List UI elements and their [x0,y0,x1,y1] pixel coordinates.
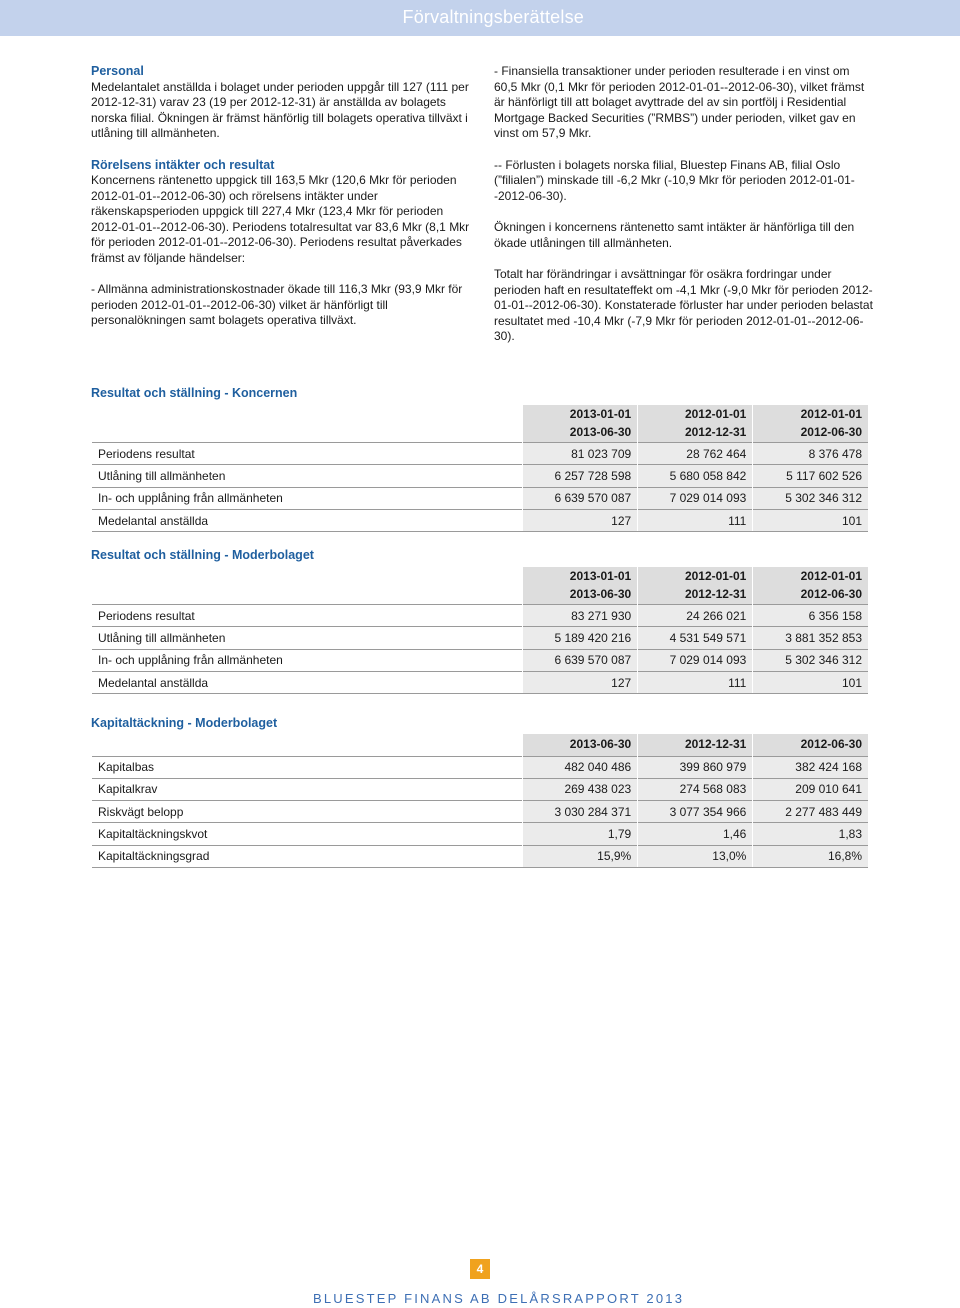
row-label: Utlåning till allmänheten [92,465,523,487]
right-paragraph-1: - Finansiella transaktioner under perioden resulterade i en vinst om 60,5 Mkr (0,1 Mkr för perioden 2012-01-01--2012-06-30), vilket främst är hänförligt till att bolaget avyttrade del av sin portfölj i Residential Mortgage Backed Securities (”RMBS”) under perioden, vilket gav en vinst om 57,9 Mkr. [494,64,865,140]
row-value: 5 302 346 312 [753,487,868,509]
row-label: Kapitalbas [92,756,523,778]
header-empty-cell [92,567,523,605]
row-value: 6 639 570 087 [523,649,638,671]
row-label: Riskvägt belopp [92,801,523,823]
table-row [92,509,868,531]
moderbolaget-title: Resultat och ställning - Moderbolaget [91,548,314,562]
rorelse-heading: Rörelsens intäkter och resultat [91,157,275,172]
row-value: 15,9% [523,845,638,867]
kapital-table [92,734,868,868]
table-row [92,627,868,649]
row-label: Periodens resultat [92,605,523,627]
right-paragraph-2: -- Förlusten i bolagets norska filial, Bluestep Finans AB, filial Oslo (”filialen”) minskade till -6,2 Mkr (-10,9 Mkr för perioden 2012-01-01--2012-06-30). [494,157,855,203]
row-value: 1,46 [638,823,753,845]
row-value: 101 [753,671,868,693]
header-cell: 2012-01-01 2012-12-31 [638,405,753,443]
right-paragraph-3: Ökningen i koncernens räntenetto samt intäkter är hänförliga till den ökade utlåningen till allmänheten. [494,220,855,250]
table-row [92,756,868,778]
left-column [91,64,471,345]
header-cell: 2012-06-30 [753,734,868,756]
row-value: 24 266 021 [638,605,753,627]
kapital-title: Kapitaltäckning - Moderbolaget [91,716,278,730]
row-value: 1,79 [523,823,638,845]
bullet-admin: - Allmänna administrationskostnader ökade till 116,3 Mkr (93,9 Mkr för perioden 2012-01-01--2012-06-30) vilket är hänförligt till personalökningen samt bolagets operativa tillväxt. [91,282,463,327]
table-header-row [92,567,868,605]
table-row [92,649,868,671]
row-value: 6 257 728 598 [523,465,638,487]
table-header-row [92,405,868,443]
row-value: 7 029 014 093 [638,487,753,509]
row-value: 382 424 168 [753,756,868,778]
row-label: Medelantal anställda [92,509,523,531]
header-cell: 2012-01-01 2012-06-30 [753,405,868,443]
row-label: Utlåning till allmänheten [92,627,523,649]
right-column [494,64,874,361]
table-row [92,845,868,867]
row-value: 6 639 570 087 [523,487,638,509]
row-value: 6 356 158 [753,605,868,627]
row-value: 274 568 083 [638,778,753,800]
table-row [92,465,868,487]
row-value: 5 189 420 216 [523,627,638,649]
row-label: Kapitalkrav [92,778,523,800]
row-value: 101 [753,509,868,531]
table-row [92,801,868,823]
row-value: 13,0% [638,845,753,867]
row-value: 3 077 354 966 [638,801,753,823]
footer-text: BLUESTEP FINANS AB DELÅRSRAPPORT 2013 [313,1291,685,1306]
koncernen-table [92,405,868,532]
row-value: 3 881 352 853 [753,627,868,649]
row-value: 7 029 014 093 [638,649,753,671]
header-cell: 2013-01-01 2013-06-30 [523,567,638,605]
row-label: Medelantal anställda [92,671,523,693]
row-value: 111 [638,671,753,693]
row-value: 127 [523,509,638,531]
header-cell: 2013-01-01 2013-06-30 [523,405,638,443]
rorelse-text: Koncernens räntenetto uppgick till 163,5 Mkr (120,6 Mkr för perioden 2012-01-01--2012-06-30) och rörelsens intäkter under räkenskapsperioden uppgick till 227,4 Mkr (123,4 Mkr för perioden 2012-01-01--2012-06-30). Periodens totalresultat var 83,6 Mkr (8,1 Mkr för perioden 2012-01-01--2012-06-30). Periodens resultat påverkades främst av följande händelser: [91,173,470,265]
row-label: Periodens resultat [92,443,523,465]
right-paragraph-4: Totalt har förändringar i avsättningar för osäkra fordringar under perioden haft en resultateffekt om -4,1 Mkr (-9,0 Mkr för perioden 2012-01-01--2012-06-30). Konstaterade förluster har under perioden belastat resultatet med -10,4 Mkr (-7,9 Mkr för perioden 2012-01-01--2012-06-30). [494,267,873,343]
row-value: 1,83 [753,823,868,845]
table-row [92,671,868,693]
header-cell: 2012-12-31 [638,734,753,756]
table-header-row [92,734,868,756]
row-label: Kapitaltäckningsgrad [92,845,523,867]
row-value: 269 438 023 [523,778,638,800]
table-row [92,605,868,627]
table-row [92,443,868,465]
row-value: 8 376 478 [753,443,868,465]
row-label: In- och upplåning från allmänheten [92,649,523,671]
header-cell: 2012-01-01 2012-06-30 [753,567,868,605]
row-label: Kapitaltäckningskvot [92,823,523,845]
personal-text: Medelantalet anställda i bolaget under perioden uppgår till 127 (111 per 2012-12-31) varav 23 (19 per 2012-12-31) är anställda av bolagets norska filial. Ökningen är främst hänförlig till bolagets operativa tillväxt i utlåning till allmänheten. [91,79,469,140]
row-value: 83 271 930 [523,605,638,627]
header-cell: 2012-01-01 2012-12-31 [638,567,753,605]
header-empty-cell [92,405,523,443]
row-value: 81 023 709 [523,443,638,465]
row-value: 111 [638,509,753,531]
table-row [92,778,868,800]
row-value: 5 117 602 526 [753,465,868,487]
row-value: 2 277 483 449 [753,801,868,823]
row-value: 399 860 979 [638,756,753,778]
page-number-badge: 4 [470,1259,490,1279]
personal-heading: Personal [91,64,144,78]
table-row [92,487,868,509]
row-value: 209 010 641 [753,778,868,800]
koncernen-title: Resultat och ställning - Koncernen [91,386,298,400]
row-value: 5 680 058 842 [638,465,753,487]
table-row [92,823,868,845]
header-empty-cell [92,734,523,756]
row-value: 16,8% [753,845,868,867]
row-value: 482 040 486 [523,756,638,778]
moderbolaget-table [92,567,868,694]
page-title: Förvaltningsberättelse [402,7,584,27]
row-label: In- och upplåning från allmänheten [92,487,523,509]
row-value: 5 302 346 312 [753,649,868,671]
row-value: 3 030 284 371 [523,801,638,823]
header-cell: 2013-06-30 [523,734,638,756]
row-value: 28 762 464 [638,443,753,465]
header-bar [0,0,960,36]
row-value: 127 [523,671,638,693]
row-value: 4 531 549 571 [638,627,753,649]
